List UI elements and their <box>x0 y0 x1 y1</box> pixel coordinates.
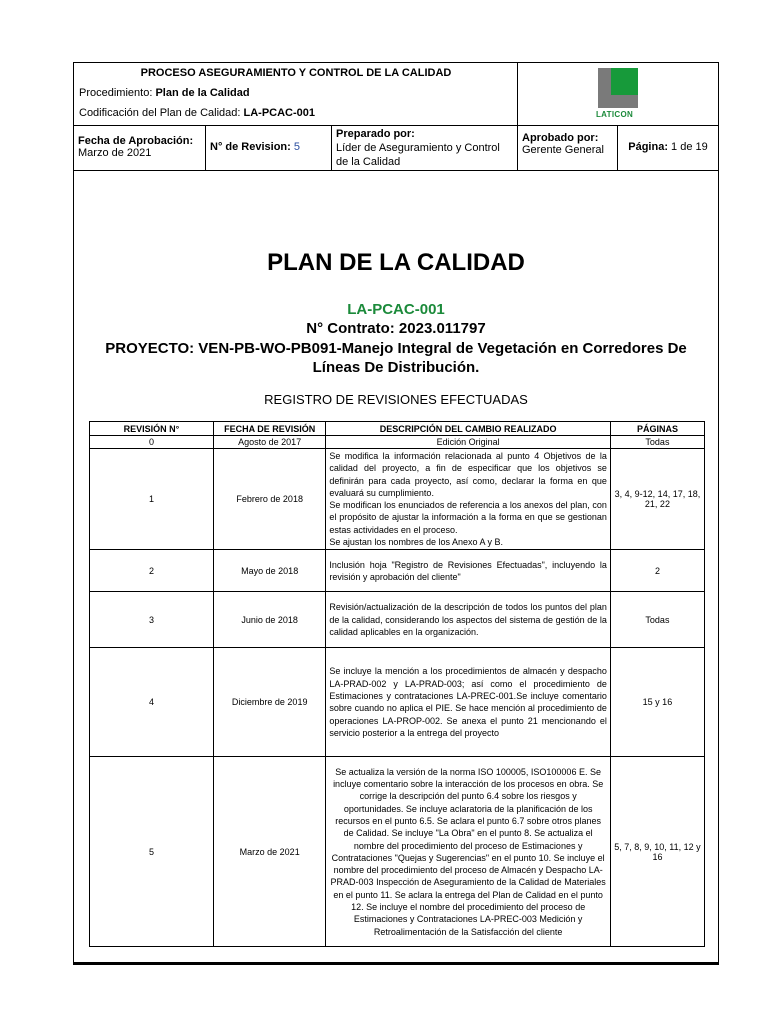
row-revision: 0 <box>90 436 214 449</box>
table-row <box>90 592 705 648</box>
preparado-cell <box>332 126 518 170</box>
pagina-label: Página: <box>628 141 672 153</box>
row-fecha: Marzo de 2021 <box>213 757 325 947</box>
fecha-aprobacion-label: Fecha de Aprobación: <box>78 135 194 147</box>
codificacion-value: LA-PCAC-001 <box>243 107 316 119</box>
table-row <box>90 757 705 947</box>
row-revision: 2 <box>90 550 214 592</box>
procedimiento-value: Plan de la Calidad <box>155 87 250 99</box>
logo-text: LATICON <box>596 110 634 119</box>
logo-green-square <box>611 68 638 95</box>
procedimiento-label: Procedimiento: <box>79 87 156 99</box>
pagina-value: 1 de 19 <box>671 141 708 153</box>
contrato-number: N° Contrato: 2023.011797 <box>306 320 486 337</box>
codificacion-label: Codificación del Plan de Calidad: <box>79 107 244 119</box>
row-revision: 3 <box>90 592 214 648</box>
page-title: PLAN DE LA CALIDAD <box>267 249 525 276</box>
aprobado-cell <box>518 126 618 170</box>
table-row <box>90 436 705 449</box>
proyecto-title: PROYECTO: VEN-PB-WO-PB091-Manejo Integral de Vegetación en Corredores De Líneas De Distribución. <box>105 340 687 376</box>
row-revision: 1 <box>90 449 214 550</box>
header-paginas: PÁGINAS <box>610 422 704 436</box>
row-descripcion: Se incluye la mención a los procedimientos de almacén y despacho LA-PRAD-002 y LA-PRAD-003; así como el procedimiento de Estimaciones y contrataciones LA-PREC-001.Se incluye comentario sobre cuando no aplica el PIE. Se hace mención al procedimiento de operaciones LA-PROP-002. Se anexa el punto 21 mencionando el servicio posterior a la entrega del proyecto <box>326 648 611 757</box>
row-descripcion: Se actualiza la versión de la norma ISO 100005, ISO100006 E. Se incluye comentario sobre la interacción de los procesos en obra. Se corrige la descripción del punto 6.4 sobre los riesgos y oportunidades. Se incluye aclaratoria de la planificación de los recursos en el punto 6.5. Se aclara el punto 6.7 sobre otros planes de Calidad. Se incluye "La Obra" en el punto 8. Se actualiza el nombre del procedimiento del proceso de Estimaciones y Contrataciones "Quejas y Sugerencias" en el punto 10. Se incluye el nombre del procedimiento del proceso de Almacén y Despacho LA-PRAD-003 Inspección de Aseguramiento de la Calidad de Materiales en el punto 11. Se aclara la entrega del Plan de Calidad en el punto 12. Se incluye el nombre del procedimiento del proceso de Estimaciones y Contrataciones LA-PREC-003 Medición y Retroalimentación de la Satisfacción del cliente <box>326 757 611 947</box>
row-descripcion: Edición Original <box>326 436 611 449</box>
codificacion-line <box>79 107 315 119</box>
table-row <box>90 550 705 592</box>
procedimiento-line <box>79 87 250 99</box>
plan-code: LA-PCAC-001 <box>347 301 445 318</box>
table-row <box>90 648 705 757</box>
row-fecha: Diciembre de 2019 <box>213 648 325 757</box>
row-paginas: 2 <box>610 550 704 592</box>
revisions-table <box>89 421 705 947</box>
header-descripcion: DESCRIPCIÓN DEL CAMBIO REALIZADO <box>326 422 611 436</box>
header-logo-block <box>518 63 718 126</box>
row-fecha: Agosto de 2017 <box>213 436 325 449</box>
row-paginas: 3, 4, 9-12, 14, 17, 18, 21, 22 <box>610 449 704 550</box>
bottom-rule <box>73 962 719 965</box>
row-fecha: Mayo de 2018 <box>213 550 325 592</box>
row-paginas: 15 y 16 <box>610 648 704 757</box>
aprobado-label: Aprobado por: <box>522 132 599 144</box>
fecha-aprobacion-value: Marzo de 2021 <box>78 147 152 159</box>
row-descripcion: Inclusión hoja "Registro de Revisiones Efectuadas", incluyendo la revisión y aprobación del cliente" <box>326 550 611 592</box>
row-paginas: Todas <box>610 592 704 648</box>
row-descripcion: Revisión/actualización de la descripción de todos los puntos del plan de la calidad, considerando los aspectos del sistema de gestión de la calidad aplicables en la organización. <box>326 592 611 648</box>
preparado-label: Preparado por: <box>336 128 415 140</box>
row-fecha: Febrero de 2018 <box>213 449 325 550</box>
header-process-block <box>74 63 518 126</box>
row-revision: 4 <box>90 648 214 757</box>
pagina-cell <box>618 126 718 170</box>
approval-info-row <box>74 126 718 171</box>
revision-cell <box>206 126 332 170</box>
preparado-value: Líder de Aseguramiento y Control de la Calidad <box>336 142 500 168</box>
row-revision: 5 <box>90 757 214 947</box>
revision-label: N° de Revision: <box>210 141 294 153</box>
aprobado-value: Gerente General <box>522 144 604 156</box>
header-fecha: FECHA DE REVISIÓN <box>213 422 325 436</box>
row-paginas: 5, 7, 8, 9, 10, 11, 12 y 16 <box>610 757 704 947</box>
process-title: PROCESO ASEGURAMIENTO Y CONTROL DE LA CALIDAD <box>140 67 452 79</box>
table-row <box>90 449 705 550</box>
row-paginas: Todas <box>610 436 704 449</box>
laticon-logo <box>598 68 638 108</box>
revision-value: 5 <box>293 141 300 153</box>
registro-title: REGISTRO DE REVISIONES EFECTUADAS <box>264 392 528 407</box>
row-fecha: Junio de 2018 <box>213 592 325 648</box>
fecha-aprobacion-cell <box>74 126 206 170</box>
table-header-row <box>90 422 705 436</box>
row-descripcion: Se modifica la información relacionada al punto 4 Objetivos de la calidad del proyecto, a fin de especificar que los objetivos se definirán para cada proyecto, así como, declarar la forma en que evaluará su cumplimiento. Se modifican los enunciados de referencia a los anexos del plan, con el propósito de ajustar la información a la forma en que se gestionan estas actividades en el proceso. Se ajustan los nombres de los Anexo A y B. <box>326 449 611 550</box>
document-frame <box>73 62 719 963</box>
header-revision: REVISIÓN N° <box>90 422 214 436</box>
